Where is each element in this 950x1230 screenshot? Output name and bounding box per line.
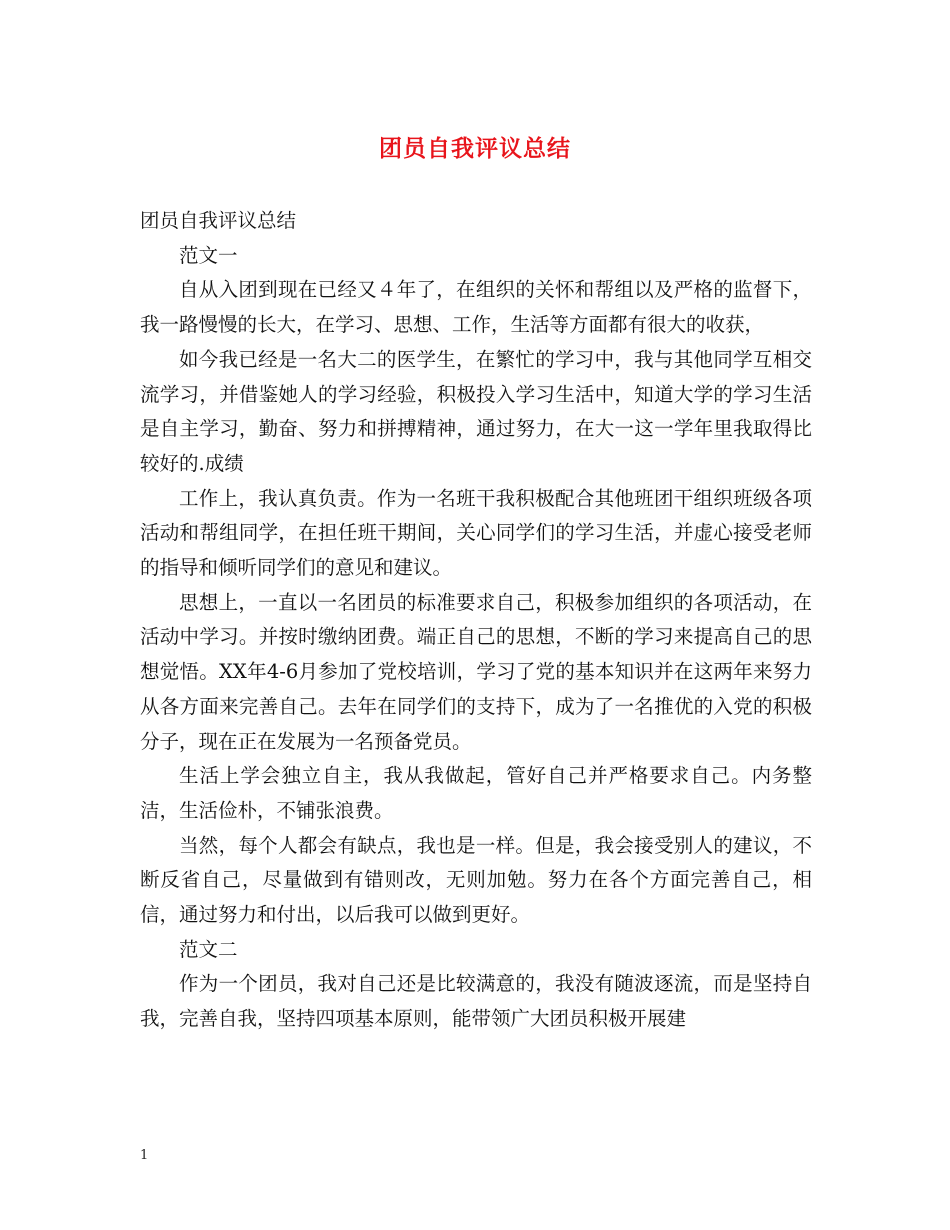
page-number: 1 bbox=[140, 1148, 149, 1163]
paragraph: 自从入团到现在已经又４年了，在组织的关怀和帮组以及严格的监督下，我一路慢慢的长大，在学习、思想、工作，生活等方面都有很大的收获， bbox=[140, 278, 812, 337]
paragraph: 如今我已经是一名大二的医学生，在繁忙的学习中，我与其他同学互相交流学习，并借鉴她人的学习经验，积极投入学习生活中，知道大学的学习生活是自主学习，勤奋、努力和拼搏精神，通过努力，在大一这一学年里我取得比较好的.成绩 bbox=[140, 347, 812, 475]
paragraph: 范文二 bbox=[179, 937, 238, 961]
paragraph: 工作上，我认真负责。作为一名班干我积极配合其他班团干组织班级各项活动和帮组同学，在担任班干期间，关心同学们的学习生活，并虚心接受老师的指导和倾听同学们的意见和建议。 bbox=[140, 486, 812, 580]
document-title: 团员自我评议总结 bbox=[379, 135, 571, 162]
paragraph: 作为一个团员，我对自己还是比较满意的，我没有随波逐流，而是坚持自我，完善自我，坚持四项基本原则，能带领广大团员积极开展建 bbox=[140, 972, 812, 1031]
paragraph: 生活上学会独立自主，我从我做起，管好自己并严格要求自己。内务整洁，生活俭朴，不铺张浪费。 bbox=[140, 764, 812, 822]
paragraph: 团员自我评议总结 bbox=[140, 209, 297, 232]
paragraph: 范文一 bbox=[179, 243, 238, 267]
paragraph: 思想上，一直以一名团员的标准要求自己，积极参加组织的各项活动，在活动中学习。并按时缴纳团费。端正自己的思想，不断的学习来提高自己的思想觉悟。XX年4-6月参加了党校培训，学习了党的基本知识并在这两年来努力从各方面来完善自己。去年在同学们的支持下，成为了一名推优的入党的积极分子，现在正在发展为一名预备党员。 bbox=[140, 590, 812, 753]
paragraph: 当然，每个人都会有缺点，我也是一样。但是，我会接受别人的建议，不断反省自己，尽量做到有错则改，无则加勉。努力在各个方面完善自己，相信，通过努力和付出，以后我可以做到更好。 bbox=[140, 833, 812, 927]
document-body bbox=[140, 204, 812, 1037]
